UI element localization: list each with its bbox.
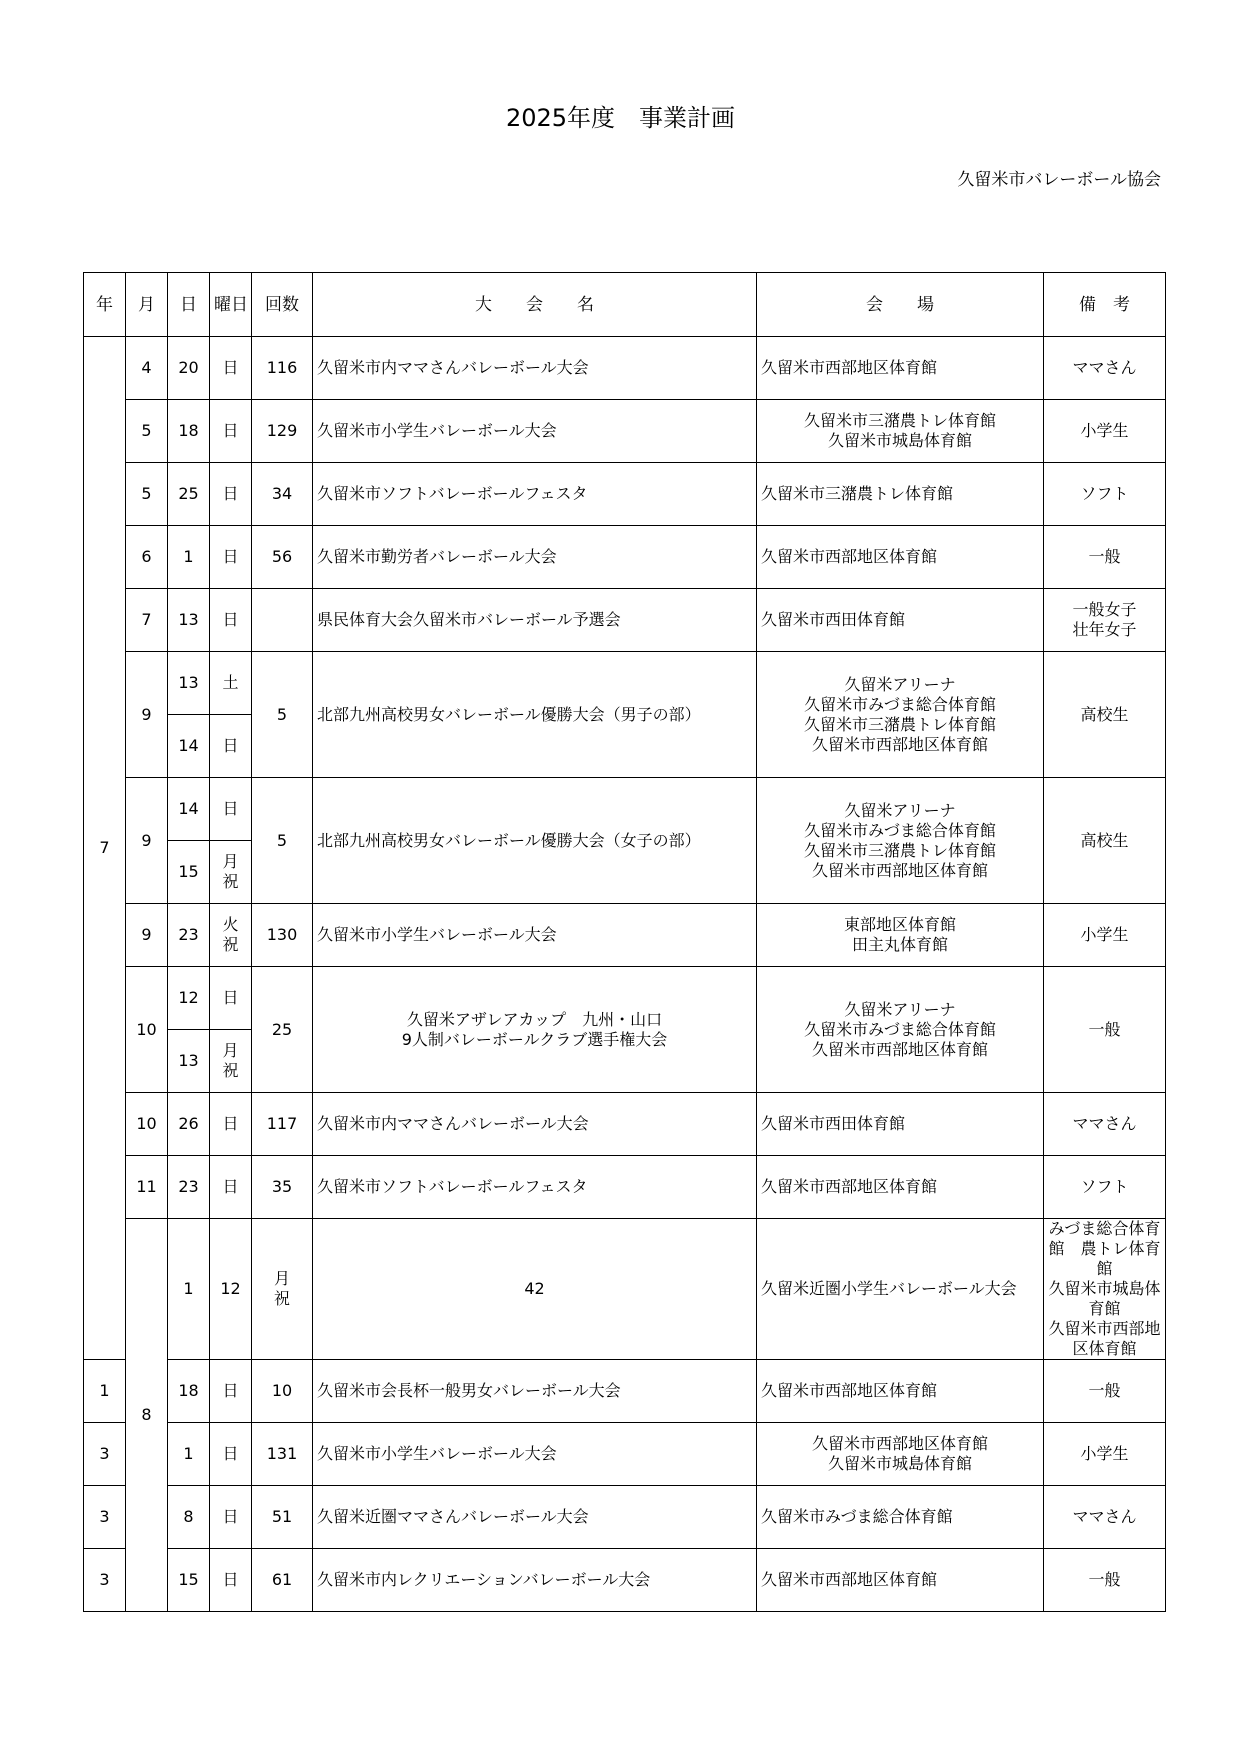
- venue-cell: 久留米市西部地区体育館 久留米市城島体育館: [757, 1423, 1044, 1486]
- count-cell: [252, 589, 313, 652]
- day-cell: 14: [168, 715, 210, 778]
- event-cell: 久留米市ソフトバレーボールフェスタ: [313, 1156, 757, 1219]
- page-title: 2025年度 事業計画: [505, 104, 736, 132]
- weekday-cell: 日: [210, 1156, 252, 1219]
- weekday-cell: 日: [210, 1093, 252, 1156]
- table-row: [84, 589, 1166, 652]
- year-cell: 8: [126, 1219, 168, 1612]
- venue-cell: みづま総合体育館 農トレ体育館 久留米市城島体育館 久留米市西部地区体育館: [1044, 1219, 1166, 1360]
- count-cell: 131: [252, 1423, 313, 1486]
- month-cell: 9: [126, 778, 168, 904]
- table-row: [84, 1093, 1166, 1156]
- notes-cell: ママさん: [1044, 337, 1166, 400]
- month-cell: 3: [84, 1486, 126, 1549]
- day-cell: 18: [168, 1360, 210, 1423]
- month-cell: 11: [126, 1156, 168, 1219]
- venue-cell: 久留米市三潴農トレ体育館 久留米市城島体育館: [757, 400, 1044, 463]
- notes-cell: 高校生: [1044, 778, 1166, 904]
- organization-name: 久留米市バレーボール協会: [957, 170, 1161, 190]
- count-cell: 35: [252, 1156, 313, 1219]
- weekday-cell: 日: [210, 463, 252, 526]
- day-cell: 13: [168, 589, 210, 652]
- month-cell: 9: [126, 904, 168, 967]
- count-cell: 129: [252, 400, 313, 463]
- table-row: [84, 1423, 1166, 1486]
- table-row: [84, 1360, 1166, 1423]
- weekday-cell: 日: [210, 589, 252, 652]
- count-cell: 34: [252, 463, 313, 526]
- venue-cell: 久留米市西田体育館: [757, 589, 1044, 652]
- day-cell: 14: [168, 778, 210, 841]
- count-cell: 116: [252, 337, 313, 400]
- day-cell: 20: [168, 337, 210, 400]
- event-cell: 久留米市ソフトバレーボールフェスタ: [313, 463, 757, 526]
- table-row: [84, 1156, 1166, 1219]
- count-cell: 56: [252, 526, 313, 589]
- count-cell: 5: [252, 652, 313, 778]
- year-cell: 7: [84, 337, 126, 1360]
- venue-cell: 久留米アリーナ 久留米市みづま総合体育館 久留米市三潴農トレ体育館 久留米市西部地区体育館: [757, 778, 1044, 904]
- table-row: [84, 337, 1166, 400]
- table-row: [84, 526, 1166, 589]
- month-cell: 5: [126, 463, 168, 526]
- weekday-cell: 日: [210, 778, 252, 841]
- venue-cell: 久留米市西部地区体育館: [757, 1156, 1044, 1219]
- venue-cell: 久留米アリーナ 久留米市みづま総合体育館 久留米市西部地区体育館: [757, 967, 1044, 1093]
- notes-cell: 一般: [1044, 967, 1166, 1093]
- header-year: 年: [84, 273, 126, 337]
- weekday-cell: 日: [210, 400, 252, 463]
- header-month: 月: [126, 273, 168, 337]
- notes-cell: ソフト: [1044, 463, 1166, 526]
- notes-cell: ソフト: [1044, 1156, 1166, 1219]
- notes-cell: 小学生: [1044, 1423, 1166, 1486]
- day-cell: 13: [168, 652, 210, 715]
- event-cell: 久留米市小学生バレーボール大会: [313, 904, 757, 967]
- day-cell: 1: [168, 1423, 210, 1486]
- month-cell: 4: [126, 337, 168, 400]
- weekday-cell: 日: [210, 1360, 252, 1423]
- header-count: 回数: [252, 273, 313, 337]
- day-cell: 25: [168, 463, 210, 526]
- header-weekday: 曜日: [210, 273, 252, 337]
- day-cell: 23: [168, 904, 210, 967]
- weekday-cell: 月 祝: [210, 841, 252, 904]
- weekday-cell: 日: [210, 715, 252, 778]
- event-cell: 久留米近圏ママさんバレーボール大会: [313, 1486, 757, 1549]
- month-cell: 7: [126, 589, 168, 652]
- month-cell: 3: [84, 1423, 126, 1486]
- venue-cell: 久留米市三潴農トレ体育館: [757, 463, 1044, 526]
- event-cell: 久留米市小学生バレーボール大会: [313, 1423, 757, 1486]
- event-cell: 県民体育大会久留米市バレーボール予選会: [313, 589, 757, 652]
- event-cell: 久留米近圏小学生バレーボール大会: [757, 1219, 1044, 1360]
- day-cell: 15: [168, 1549, 210, 1612]
- event-cell: 北部九州高校男女バレーボール優勝大会（女子の部）: [313, 778, 757, 904]
- day-cell: 12: [210, 1219, 252, 1360]
- notes-cell: 小学生: [1044, 400, 1166, 463]
- venue-cell: 久留米市みづま総合体育館: [757, 1486, 1044, 1549]
- day-cell: 1: [168, 526, 210, 589]
- day-cell: 8: [168, 1486, 210, 1549]
- month-cell: 6: [126, 526, 168, 589]
- venue-cell: 久留米市西部地区体育館: [757, 1360, 1044, 1423]
- table-header-row: [84, 273, 1166, 337]
- event-cell: 久留米市内ママさんバレーボール大会: [313, 1093, 757, 1156]
- weekday-cell: 月 祝: [210, 1030, 252, 1093]
- weekday-cell: 月 祝: [252, 1219, 313, 1360]
- count-cell: 25: [252, 967, 313, 1093]
- notes-cell: 小学生: [1044, 904, 1166, 967]
- table-row: [84, 1486, 1166, 1549]
- venue-cell: 久留米市西田体育館: [757, 1093, 1044, 1156]
- table-row: [84, 1219, 1166, 1360]
- count-cell: 42: [313, 1219, 757, 1360]
- weekday-cell: 日: [210, 1486, 252, 1549]
- month-cell: 10: [126, 1093, 168, 1156]
- month-cell: 5: [126, 400, 168, 463]
- month-cell: 3: [84, 1549, 126, 1612]
- event-cell: 久留米市勤労者バレーボール大会: [313, 526, 757, 589]
- event-cell: 久留米市内ママさんバレーボール大会: [313, 337, 757, 400]
- count-cell: 5: [252, 778, 313, 904]
- weekday-cell: 土: [210, 652, 252, 715]
- event-cell: 北部九州高校男女バレーボール優勝大会（男子の部）: [313, 652, 757, 778]
- venue-cell: 久留米市西部地区体育館: [757, 526, 1044, 589]
- day-cell: 18: [168, 400, 210, 463]
- count-cell: 10: [252, 1360, 313, 1423]
- venue-cell: 久留米アリーナ 久留米市みづま総合体育館 久留米市三潴農トレ体育館 久留米市西部地区体育館: [757, 652, 1044, 778]
- count-cell: 130: [252, 904, 313, 967]
- venue-cell: 久留米市西部地区体育館: [757, 1549, 1044, 1612]
- table-row: [84, 400, 1166, 463]
- day-cell: 15: [168, 841, 210, 904]
- notes-cell: 一般女子 壮年女子: [1044, 589, 1166, 652]
- day-cell: 12: [168, 967, 210, 1030]
- event-cell: 久留米市内レクリエーションバレーボール大会: [313, 1549, 757, 1612]
- weekday-cell: 火 祝: [210, 904, 252, 967]
- event-cell: 久留米アザレアカップ 九州・山口 9人制バレーボールクラブ選手権大会: [313, 967, 757, 1093]
- header-event: 大 会 名: [313, 273, 757, 337]
- count-cell: 51: [252, 1486, 313, 1549]
- event-cell: 久留米市小学生バレーボール大会: [313, 400, 757, 463]
- month-cell: 1: [84, 1360, 126, 1423]
- header-venue: 会 場: [757, 273, 1044, 337]
- weekday-cell: 日: [210, 1423, 252, 1486]
- event-cell: 久留米市会長杯一般男女バレーボール大会: [313, 1360, 757, 1423]
- day-cell: 23: [168, 1156, 210, 1219]
- table-row: [84, 1549, 1166, 1612]
- notes-cell: ママさん: [1044, 1093, 1166, 1156]
- table-row: [84, 652, 1166, 715]
- notes-cell: 一般: [1044, 1360, 1166, 1423]
- header-day: 日: [168, 273, 210, 337]
- count-cell: 117: [252, 1093, 313, 1156]
- weekday-cell: 日: [210, 526, 252, 589]
- header-notes: 備 考: [1044, 273, 1166, 337]
- notes-cell: 一般: [1044, 526, 1166, 589]
- venue-cell: 久留米市西部地区体育館: [757, 337, 1044, 400]
- table-row: [84, 904, 1166, 967]
- count-cell: 61: [252, 1549, 313, 1612]
- weekday-cell: 日: [210, 337, 252, 400]
- month-cell: 10: [126, 967, 168, 1093]
- table-row: [84, 967, 1166, 1030]
- venue-cell: 東部地区体育館 田主丸体育館: [757, 904, 1044, 967]
- weekday-cell: 日: [210, 1549, 252, 1612]
- month-cell: 1: [168, 1219, 210, 1360]
- month-cell: 9: [126, 652, 168, 778]
- day-cell: 13: [168, 1030, 210, 1093]
- day-cell: 26: [168, 1093, 210, 1156]
- notes-cell: 一般: [1044, 1549, 1166, 1612]
- weekday-cell: 日: [210, 967, 252, 1030]
- event-plan-table: [83, 272, 1166, 1612]
- notes-cell: ママさん: [1044, 1486, 1166, 1549]
- table-row: [84, 463, 1166, 526]
- notes-cell: 高校生: [1044, 652, 1166, 778]
- table-row: [84, 778, 1166, 841]
